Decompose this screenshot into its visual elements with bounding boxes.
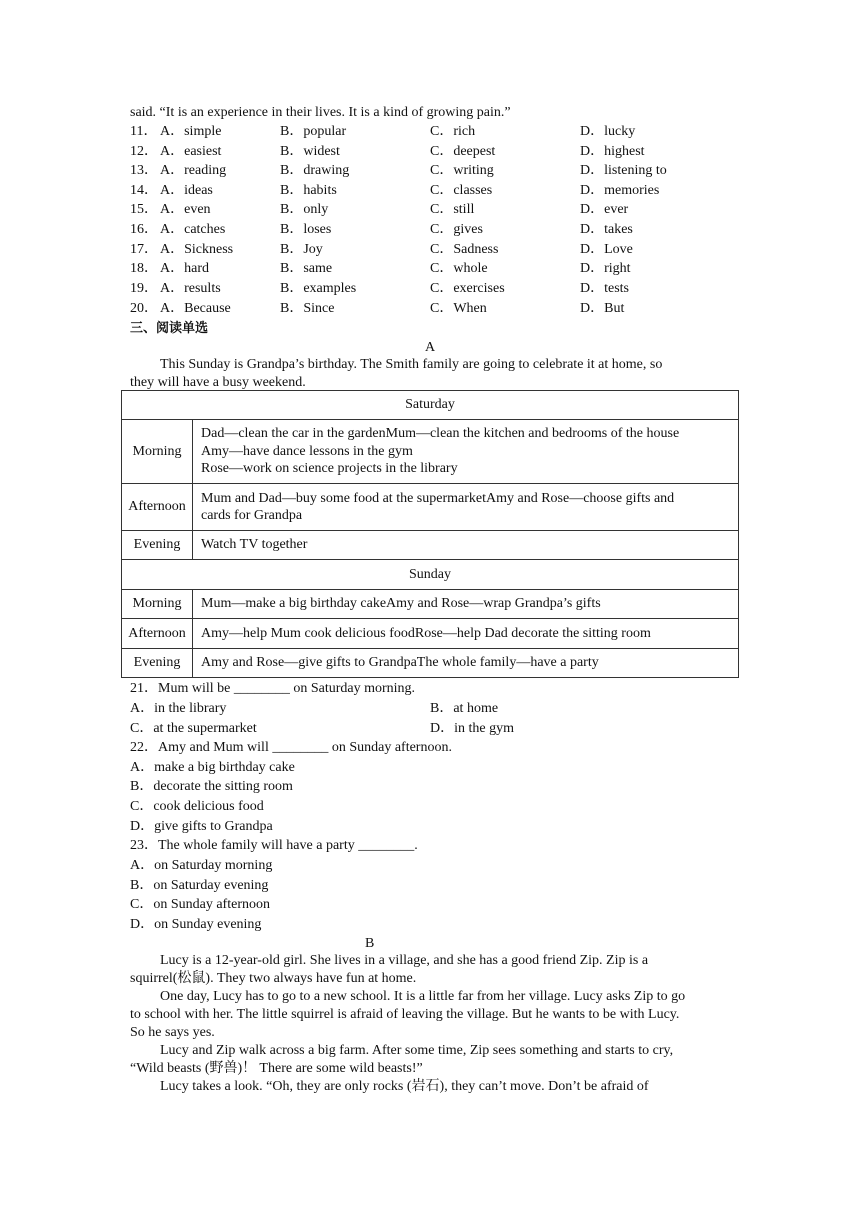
option-d: D．on Sunday evening xyxy=(130,917,262,932)
option-a: A．catches xyxy=(160,222,226,237)
question-stem: 21．Mum will be ________ on Saturday morning. xyxy=(130,681,416,696)
passage-b-line: Lucy is a 12-year-old girl. She lives in a village, and she has a good friend Zip. Zip is a xyxy=(160,953,649,968)
table-row xyxy=(122,420,739,484)
time-label: Evening xyxy=(122,531,193,560)
option-d: D．memories xyxy=(580,183,660,198)
passage-b-line: Lucy and Zip walk across a big farm. After some time, Zip sees something and starts to cry, xyxy=(160,1043,674,1058)
option-a: A．on Saturday morning xyxy=(130,858,273,873)
option-b: B．at home xyxy=(430,701,499,716)
option-c: C．cook delicious food xyxy=(130,799,264,814)
option-b: B．drawing xyxy=(280,163,350,178)
option-d: D．Love xyxy=(580,242,633,257)
option-d: D．give gifts to Grandpa xyxy=(130,819,273,834)
option-b: B．Since xyxy=(280,301,335,316)
passage-b-line: to school with her. The little squirrel is afraid of leaving the village. But he wants to be with Lucy. xyxy=(130,1007,680,1022)
option-a: A．reading xyxy=(160,163,227,178)
activity-cell xyxy=(193,484,739,531)
time-label: Afternoon xyxy=(122,619,193,649)
option-a: A．Sickness xyxy=(160,242,234,257)
question-number: 13． xyxy=(130,163,158,178)
option-a: A．in the library xyxy=(130,701,227,716)
time-label: Afternoon xyxy=(122,484,193,531)
time-label: Morning xyxy=(122,420,193,484)
activity-line: cards for Grandpa xyxy=(201,508,303,523)
option-d: D．takes xyxy=(580,222,633,237)
option-c: C．exercises xyxy=(430,281,505,296)
passage-b-line: One day, Lucy has to go to a new school. It is a little far from her village. Lucy asks Zip to go xyxy=(160,989,686,1004)
question-number: 16． xyxy=(130,222,158,237)
option-c: C．classes xyxy=(430,183,493,198)
option-c: C．writing xyxy=(430,163,494,178)
table-row xyxy=(122,391,739,420)
passage-a-intro-line: they will have a busy weekend. xyxy=(130,375,306,390)
table-row xyxy=(122,531,739,560)
intro-line: said. “It is an experience in their lives. It is a kind of growing pain.” xyxy=(130,105,511,120)
table-row xyxy=(122,649,739,678)
activity-line: Amy—have dance lessons in the gym xyxy=(201,443,413,459)
day-header-sunday: Sunday xyxy=(122,560,739,590)
option-b: B．decorate the sitting room xyxy=(130,779,293,794)
option-a: A．even xyxy=(160,202,211,217)
passage-b-line: So he says yes. xyxy=(130,1025,215,1040)
option-d: D．highest xyxy=(580,144,645,159)
option-b: B．only xyxy=(280,202,329,217)
activity-cell: Amy—help Mum cook delicious foodRose—help Dad decorate the sitting room xyxy=(193,619,739,649)
option-c: C．rich xyxy=(430,124,476,139)
activity-cell: Amy and Rose—give gifts to GrandpaThe whole family—have a party xyxy=(193,649,739,678)
passage-a-intro-line: This Sunday is Grandpa’s birthday. The Smith family are going to celebrate it at home, so xyxy=(160,357,663,372)
option-b: B．widest xyxy=(280,144,340,159)
option-c: C．gives xyxy=(430,222,483,237)
option-b: B．popular xyxy=(280,124,347,139)
question-number: 17． xyxy=(130,242,158,257)
option-d: D．in the gym xyxy=(430,721,514,736)
question-number: 18． xyxy=(130,261,158,276)
option-b: B．on Saturday evening xyxy=(130,878,269,893)
option-a: A．ideas xyxy=(160,183,213,198)
option-c: C．on Sunday afternoon xyxy=(130,897,270,912)
section-heading: 三、阅读单选 xyxy=(130,321,209,336)
option-a: A．hard xyxy=(160,261,209,276)
activity-cell: Mum—make a big birthday cakeAmy and Rose—wrap Grandpa’s gifts xyxy=(193,590,739,619)
option-a: A．Because xyxy=(160,301,231,316)
question-stem: 22．Amy and Mum will ________ on Sunday afternoon. xyxy=(130,740,452,755)
table-row xyxy=(122,560,739,590)
option-c: C．whole xyxy=(430,261,488,276)
question-number: 14． xyxy=(130,183,158,198)
table-row xyxy=(122,590,739,619)
activity-line: Rose—work on science projects in the library xyxy=(201,461,458,477)
option-b: B．habits xyxy=(280,183,337,198)
question-number: 19． xyxy=(130,281,158,296)
option-b: B．same xyxy=(280,261,333,276)
option-c: C．at the supermarket xyxy=(130,721,257,736)
option-a: A．easiest xyxy=(160,144,222,159)
day-header-saturday: Saturday xyxy=(122,391,739,420)
option-a: A．make a big birthday cake xyxy=(130,760,295,775)
passage-b-line: Lucy takes a look. “Oh, they are only rocks (岩石), they can’t move. Don’t be afraid of xyxy=(160,1079,649,1094)
option-d: D．listening to xyxy=(580,163,667,178)
option-d: D．lucky xyxy=(580,124,636,139)
option-a: A．simple xyxy=(160,124,222,139)
time-label: Evening xyxy=(122,649,193,678)
option-d: D．But xyxy=(580,301,625,316)
passage-b-letter: B xyxy=(365,936,375,951)
passage-b-line: “Wild beasts (野兽)！ There are some wild beasts!” xyxy=(130,1061,423,1076)
option-c: C．deepest xyxy=(430,144,496,159)
question-number: 20． xyxy=(130,301,158,316)
schedule-table xyxy=(121,390,739,678)
option-d: D．ever xyxy=(580,202,629,217)
question-number: 15． xyxy=(130,202,158,217)
option-a: A．results xyxy=(160,281,221,296)
option-c: C．Sadness xyxy=(430,242,499,257)
passage-a-letter: A xyxy=(424,340,436,355)
option-c: C．When xyxy=(430,301,487,316)
option-d: D．tests xyxy=(580,281,629,296)
activity-line: Mum and Dad—buy some food at the supermarketAmy and Rose—choose gifts and xyxy=(201,490,675,506)
option-c: C．still xyxy=(430,202,475,217)
option-d: D．right xyxy=(580,261,631,276)
activity-cell xyxy=(193,420,739,484)
question-number: 11． xyxy=(130,124,158,139)
passage-b-line: squirrel(松鼠). They two always have fun at home. xyxy=(130,971,417,986)
option-b: B．loses xyxy=(280,222,332,237)
activity-line: Dad—clean the car in the gardenMum—clean the kitchen and bedrooms of the house xyxy=(201,426,680,442)
question-number: 12． xyxy=(130,144,158,159)
time-label: Morning xyxy=(122,590,193,619)
option-b: B．examples xyxy=(280,281,357,296)
table-row xyxy=(122,619,739,649)
option-b: B．Joy xyxy=(280,242,323,257)
table-row xyxy=(122,484,739,531)
question-stem: 23．The whole family will have a party ________. xyxy=(130,838,418,853)
activity-cell: Watch TV together xyxy=(193,531,739,560)
